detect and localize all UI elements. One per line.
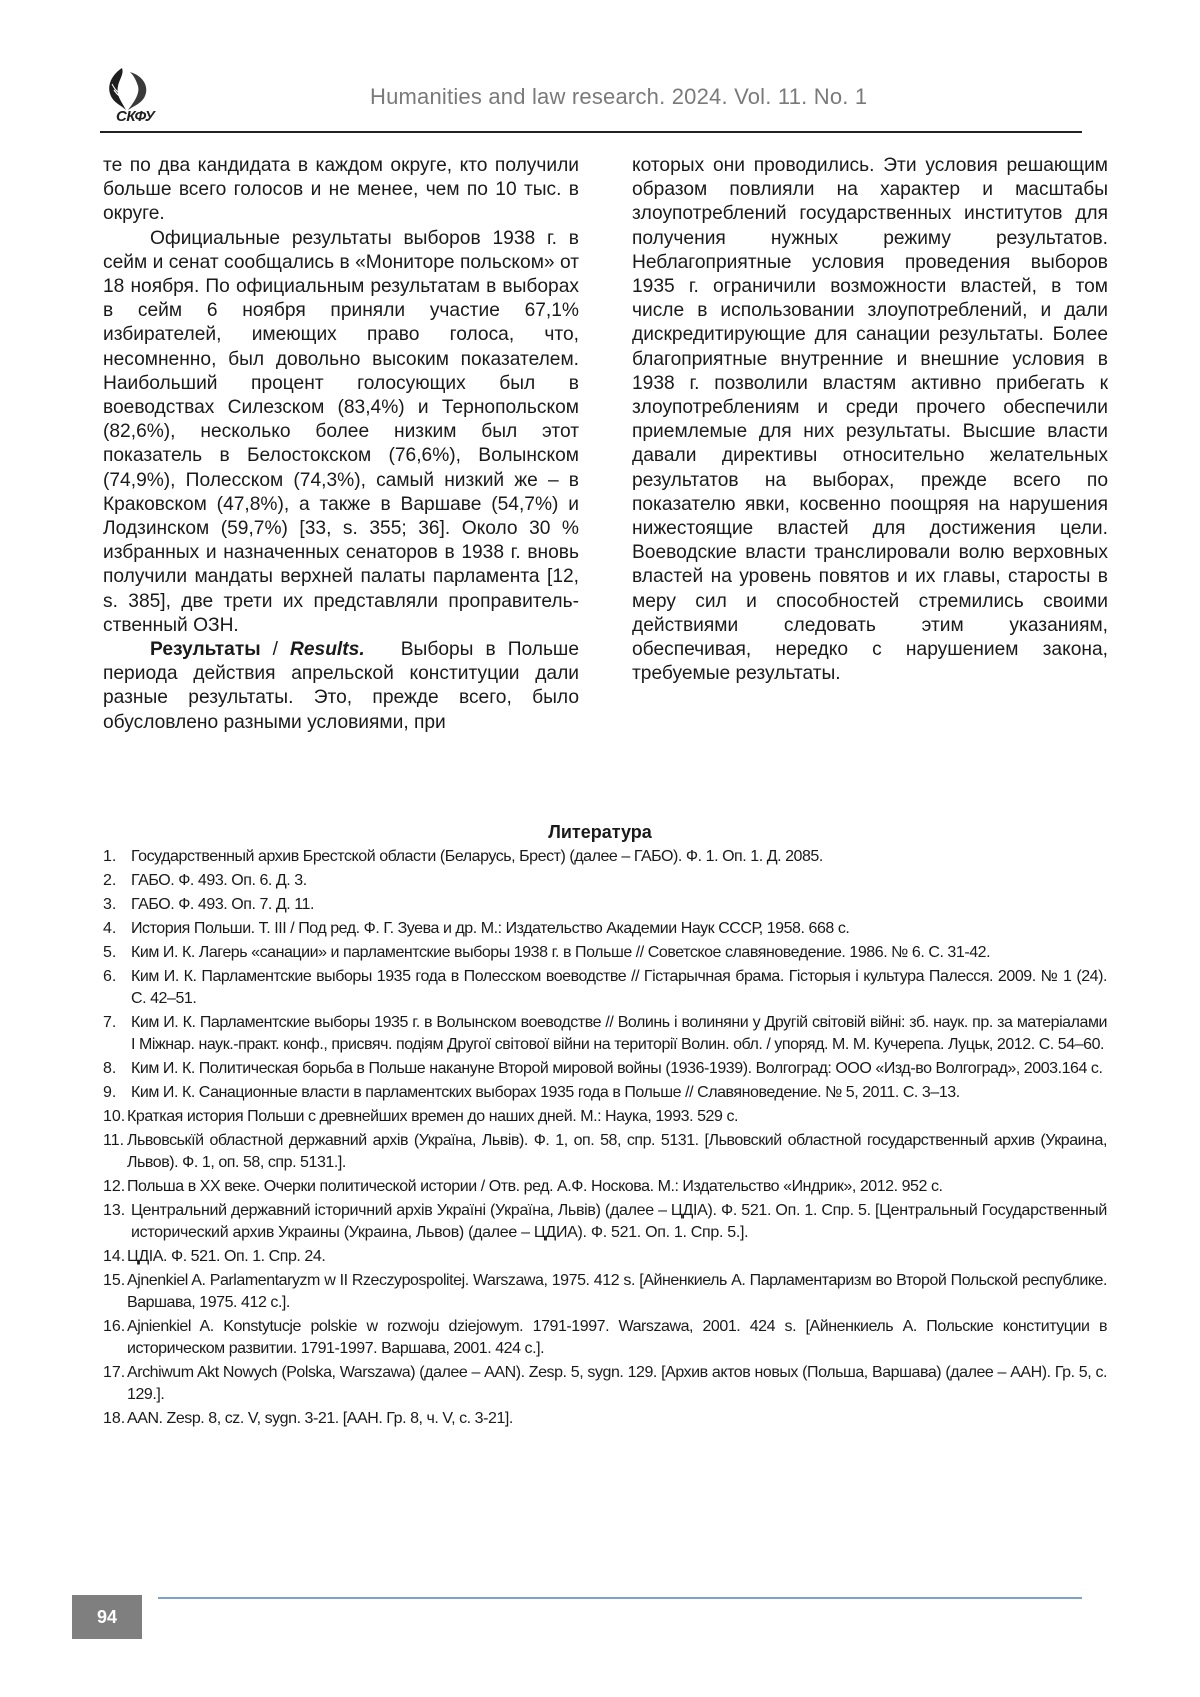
reference-item: 10. Краткая история Польши с древнейших времен до наших дней. М.: Наука, 1993. 529 с.	[103, 1108, 738, 1125]
references-list	[103, 846, 1107, 1432]
university-logo	[100, 66, 180, 128]
reference-item: 9. Ким И. К. Санационные власти в парламентских выборах 1935 года в Польше // Славяноведение. № 5, 2011. С. 3–13.	[103, 1084, 960, 1101]
references-title: Литература	[548, 822, 652, 842]
reference-item: 17. Archiwum Akt Nowych (Polska, Warszawa) (далее – AAN). Zesp. 5, sygn. 129. [Архив актов новых (Польша, Варшава) (далее – ААН). Гр. 5, с. 129.].	[103, 1364, 1107, 1403]
section-heading-ru: Результаты	[150, 639, 261, 661]
reference-item: 13. Центральний державний історичний архів Україні (Україна, Львів) (далее – ЦДІА). Ф. 521. Оп. 1. Спр. 5. [Центральный Государственный исторический архив Украины (Украина, Львов) (далее – ЦДИА). Ф. 521. Оп. 1. Спр. 5.].	[103, 1202, 1107, 1241]
reference-item: 16. Ajnienkiel A. Konstytucje polskie w rozwoju dziejowym. 1791-1997. Warszawa, 2001. 424 s. [Айненкиель А. Польские конституции в историческом развитии. 1791-1997. Варшава, 2001. 424 с.].	[103, 1318, 1107, 1357]
paragraph: Официальные результаты выборов 1938 г. в сейм и сенат сообщались в «Мониторе польском» от 18 ноября. По официальным результатам в выборах в сейм 6 ноября приняли участие 67,1% избирателей, имеющих право голоса, что, несомненно, был довольно высоким показателем. Наибольший процент голосующих был в воеводствах Силезском (83,4%) и Тернопольском (82,6%), несколько более низким был этот показатель в Белостокском (76,6%), Волынском (74,9%), Полесском (74,3%), самый низкий же – в Краковском (47,8%), а также в Варшаве (54,7%) и Лодзинском (59,7%) [33, s. 355; 36]. Около 30 % избранных и назначенных сенаторов в 1938 г. вновь получили мандаты верхней палаты парламента [12, s. 385], две трети их представляли проправитель-ственный ОЗН.	[103, 227, 579, 636]
section-heading-en: Results.	[290, 639, 365, 661]
reference-item: 8. Ким И. К. Политическая борьба в Польше накануне Второй мировой войны (1936-1939). Волгоград: ООО «Изд-во Волгоград», 2003.164 с.	[103, 1060, 1103, 1077]
wing-logo-icon	[100, 66, 160, 114]
reference-item: 18. AAN. Zesp. 8, cz. V, sygn. 3-21. [ААН. Гр. 8, ч. V, с. 3-21].	[103, 1410, 513, 1427]
page-number: 94	[72, 1595, 142, 1639]
reference-item: 11. Львовськїй областной державний архів (Україна, Львів). Ф. 1, оп. 58, спр. 5131. [Львовский областной государственный архив (Украина, Львов). Ф. 1, оп. 58, спр. 5131.].	[103, 1132, 1107, 1171]
right-column	[632, 154, 1108, 686]
paragraph-text: Выборы в Польше периода действия апрельской конституции дали разные результаты. Это, прежде всего, было обусловлено разными условиями, при	[103, 639, 585, 733]
reference-item: 2. ГАБО. Ф. 493. Оп. 6. Д. 3.	[103, 872, 307, 889]
heading-separator: /	[260, 639, 291, 661]
reference-item: 1. Государственный архив Брестской области (Беларусь, Брест) (далее – ГАБО). Ф. 1. Оп. 1. Д. 2085.	[103, 848, 823, 865]
journal-title: Humanities and law research. 2024. Vol. 11. No. 1	[370, 84, 868, 109]
reference-item: 15. Ajnenkiel A. Parlamentaryzm w II Rzeczypospolitej. Warszawa, 1975. 412 s. [Айненкиель А. Парламентаризм во Второй Польской республике. Варшава, 1975. 412 с.].	[103, 1272, 1107, 1311]
logo-text: СКФУ	[116, 108, 155, 125]
left-column	[103, 154, 585, 735]
footer-divider	[158, 1597, 1082, 1599]
paragraph: которых они проводились. Эти условия решающим образом повлияли на характер и масштабы злоупотреблений государственных институтов для получения нужных режиму результатов. Неблагоприятные условия проведения выборов 1935 г. ограничили возможности властей, в том числе в использовании злоупотреблений, и дали дискредитирующие для санации результаты. Более благоприятные внутренние и внешние условия в 1938 г. позволили властям активно прибегать к злоупотреблениям и среди прочего обеспечили приемлемые для них результаты. Высшие власти давали директивы относительно желательных результатов на выборах, прежде всего по показателю явки, косвенно поощряя на нарушения нижестоящие властей для достижения цели. Воеводские власти транслировали волю верховных властей на уровень повятов и их главы, старосты в меру сил и способностей стремились своими действиями следовать этим указаниям, обеспечивая, нередко с нарушением закона, требуемые результаты.	[632, 155, 1108, 685]
reference-item: 5. Ким И. К. Лагерь «санации» и парламентские выборы 1938 г. в Польше // Советское славяноведение. 1986. № 6. С. 31-42.	[103, 944, 991, 961]
reference-item: 12. Польша в XX веке. Очерки политической истории / Отв. ред. А.Ф. Носкова. М.: Издательство «Индрик», 2012. 952 с.	[103, 1178, 943, 1195]
paragraph: те по два кандидата в каждом округе, кто получили больше всего голосов и не менее, чем по 10 тыс. в округе.	[103, 155, 579, 225]
page-header	[100, 60, 1080, 130]
reference-item: 4. История Польши. Т. III / Под ред. Ф. Г. Зуева и др. М.: Издательство Академии Наук СССР, 1958. 668 с.	[103, 920, 850, 937]
reference-item: 6. Ким И. К. Парламентские выборы 1935 года в Полесском воеводстве // Гістарычная брама. Гісторыя і культура Палесся. 2009. № 1 (24). С. 42–51.	[103, 968, 1107, 1007]
reference-item: 7. Ким И. К. Парламентские выборы 1935 г. в Волынском воеводстве // Волинь і волиняни у Другій світовій війні: зб. наук. пр. за матеріалами І Міжнар. наук.-практ. конф., присвяч. подіям Другої світової війни на території Волин. обл. / упоряд. М. М. Кучерепа. Луцьк, 2012. С. 54–60.	[103, 1014, 1107, 1053]
results-paragraph	[103, 638, 585, 735]
header-divider	[100, 131, 1082, 133]
reference-item: 14. ЦДІА. Ф. 521. Оп. 1. Спр. 24.	[103, 1248, 326, 1265]
reference-item: 3. ГАБО. Ф. 493. Оп. 7. Д. 11.	[103, 896, 314, 913]
